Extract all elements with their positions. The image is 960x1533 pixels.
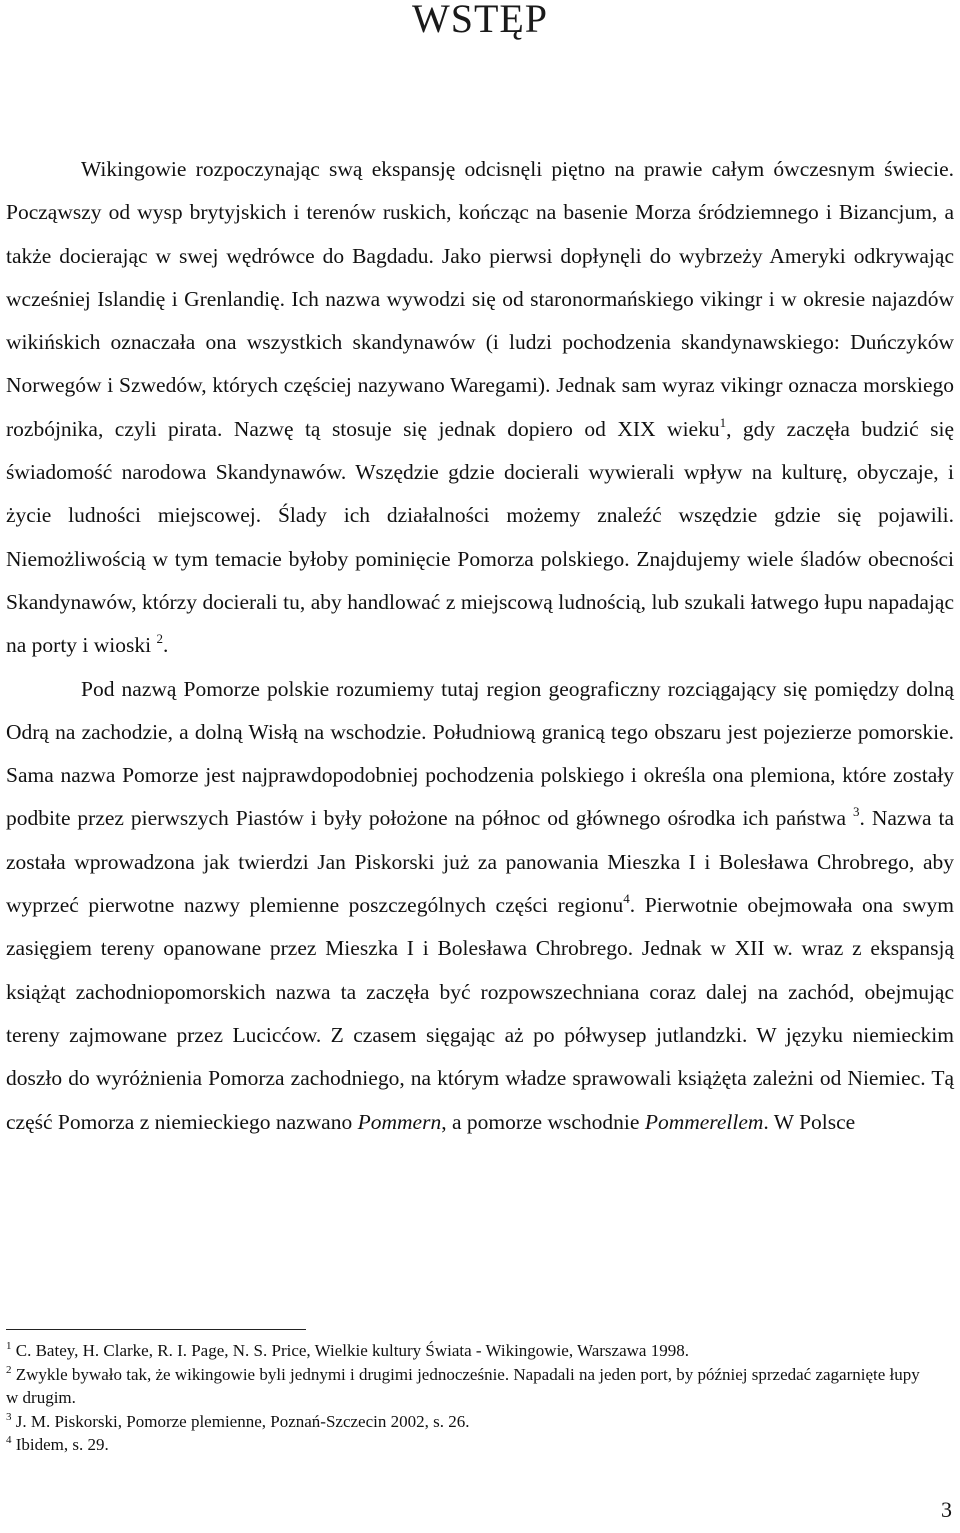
- footnote-text: C. Batey, H. Clarke, R. I. Page, N. S. Price, Wielkie kultury Świata - Wikingowie, Warszawa 1998.: [11, 1341, 689, 1360]
- paragraph-1-text-c: .: [163, 633, 169, 658]
- footnote-number: 1: [6, 1340, 12, 1352]
- paragraph-2-text-e: . W Polsce: [763, 1109, 856, 1134]
- page-number: 3: [941, 1497, 952, 1522]
- footnote-ref-4[interactable]: 4: [623, 891, 630, 907]
- footnote-text: Zwykle bywało tak, że wikingowie byli jednymi i drugimi jednocześnie. Napadali na jeden port, by później sprzedać zagarnięte łupy w drugim.: [6, 1364, 920, 1407]
- footnote: [6, 1339, 936, 1363]
- page-title: WSTĘP: [411, 0, 549, 41]
- paragraph-2-text-a: Pod nazwą Pomorze polskie rozumiemy tutaj region geograficzny rozciągający się pomiędzy dolną Odrą na zachodzie, a dolną Wisłą na wschodzie. Południową granicą tego obszaru jest pojezierze pomorskie. Sama nazwa Pomorze jest najprawdopodobniej pochodzenia polskiego i określa ona plemiona, które zostały podbite przez pierwszych Piastów i były położone na północ od głównego ośrodka ich państwa: [6, 676, 954, 831]
- footnote-number: 3: [6, 1410, 12, 1423]
- footnote-ref-1[interactable]: 1: [719, 414, 727, 430]
- footnote-separator: [6, 1329, 306, 1330]
- paragraph-1: [6, 148, 954, 668]
- paragraph-2-text-c: . Pierwotnie obejmowała ona swym zasięgiem tereny opanowane przez Mieszka I i Bolesława Chrobrego. Jednak w XII w. wraz z ekspansją książąt zachodniopomorskich nazwa ta zaczęła być rozpowszechniana coraz dalej na zachód, obejmując tereny zajmowane przez Lucicćow. Z czasem sięgając aż po półwysep jutlandzki. W języku niemieckim doszło do wyróżnienia Pomorza zachodniego, na którym władze sprawowali książęta zależni od Niemiec. Tą część Pomorza z niemieckiego nazwano: [6, 893, 954, 1134]
- footnote-text: Ibidem, s. 29.: [11, 1435, 109, 1454]
- footnote: [6, 1410, 936, 1434]
- paragraph-1-text-a: Wikingowie rozpoczynając swą ekspansję odcisnęli piętno na prawie całym ówczesnym świecie. Począwszy od wysp brytyjskich i terenów ruskich, kończąc na basenie Morza śródziemnego i Bizancjum, a także docierając w swej wędrówce do Bagdadu. Jako pierwsi dopłynęli do wybrzeży Ameryki odkrywając wcześniej Islandię i Grenlandię. Ich nazwa wywodzi się od staronormańskiego vikingr i w okresie najazdów wikińskich oznaczała ona wszystkich skandynawów (i ludzi pochodzenia skandynawskiego: Duńczyków Norwegów i Szwedów, których częściej nazywano Waregami). Jednak sam wyraz vikingr oznacza morskiego rozbójnika, czyli pirata. Nazwę tą stosuje się jednak dopiero od XIX wieku: [6, 157, 954, 441]
- footnote-ref-2[interactable]: 2: [156, 631, 163, 647]
- paragraph-1-text-b: , gdy zaczęła budzić się świadomość narodowa Skandynawów. Wszędzie gdzie docierali wywierali wpływ na kulturę, obyczaje, i życie ludności miejscowej. Ślady ich działalności możemy znaleźć wszędzie gdzie się pojawili. Niemożliwością w tym temacie byłoby pominięcie Pomorza polskiego. Znajdujemy wiele śladów obecności Skandynawów, którzy docierali tu, aby handlować z miejscową ludnością, lub szukali łatwego łupu napadając na porty i wioski: [6, 416, 955, 658]
- footnote-number: 4: [6, 1434, 12, 1446]
- footnote: [6, 1363, 936, 1410]
- footnotes: [6, 1339, 936, 1457]
- footnote-text: J. M. Piskorski, Pomorze plemienne, Poznań-Szczecin 2002, s. 26.: [11, 1411, 470, 1431]
- term-pommern: Pommern: [357, 1109, 442, 1134]
- term-pommerellem: Pommerellem: [644, 1109, 764, 1134]
- footnote-ref-3[interactable]: 3: [853, 804, 860, 820]
- paragraph-2-text-d: , a pomorze wschodnie: [441, 1109, 645, 1134]
- main-text: [6, 148, 954, 1144]
- footnote: [6, 1433, 936, 1457]
- paragraph-2: [6, 668, 954, 1144]
- paragraph-2-text-b: . Nazwa ta została wprowadzona jak twierdzi Jan Piskorski już za panowania Mieszka I i Bolesława Chrobrego, aby wyprzeć pierwotne nazwy plemienne poszczególnych części regionu: [6, 806, 954, 918]
- footnote-number: 2: [6, 1363, 12, 1376]
